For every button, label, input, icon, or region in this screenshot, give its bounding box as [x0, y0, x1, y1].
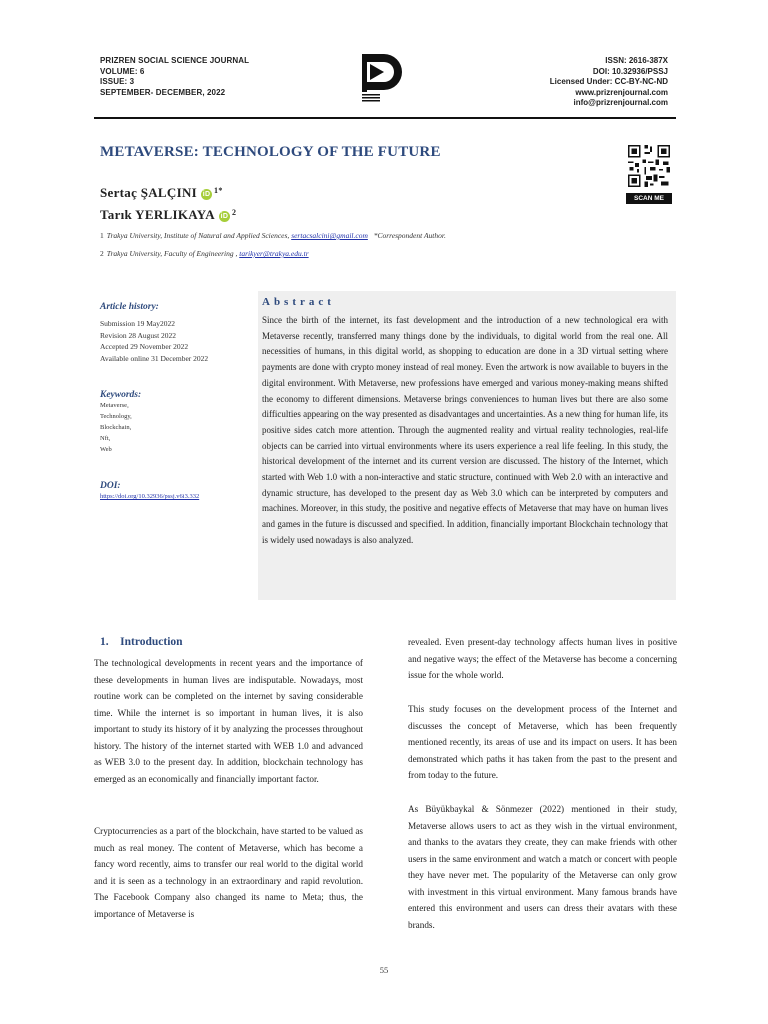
- keyword: Technology,: [100, 413, 132, 420]
- keyword: Web: [100, 446, 112, 453]
- doi-link[interactable]: https://doi.org/10.32936/pssj.v6i3.332: [100, 493, 200, 500]
- qr-scan-label: SCAN ME: [626, 193, 672, 204]
- introduction-heading: 1. Introduction: [100, 636, 183, 648]
- keyword: Blockchain,: [100, 424, 132, 431]
- keywords-block: [100, 390, 250, 455]
- intro-paragraph: As Büyükbaykal & Sönmezer (2022) mentioned in their study, Metaverse allows users to act as they wish in the virtual environment, and thanks to the avatars they create, they can make friends with other users in the same environment and watch a match or concert with people they have never met. The popularity of the Metaverse can only grow with investment in this virtual environment. Many famous brands have entered this environment and users can dress their avatars with these brands.: [408, 804, 677, 930]
- article-history: [100, 302, 250, 364]
- intro-paragraph: Cryptocurrencies as a part of the blockchain, have started to be valued as much as real money. The content of Metaverse, which has become a fancy word recently, aims to transfer our real world to the digital world and it is seen as a technology in an extraordinary and rapid revolution. The Facebook Company also changed its name to Meta; thus, the importance of Metaverse is: [94, 826, 363, 919]
- author-2: [100, 207, 236, 223]
- journal-issn: ISSN: 2616-387X: [605, 56, 668, 65]
- submission-date: Submission 19 May2022: [100, 319, 176, 328]
- orcid-icon[interactable]: iD: [202, 191, 211, 198]
- intro-paragraph: This study focuses on the development process of the Internet and discusses the concept of Metaverse, which has been frequently mentioned recently, its areas of use and its impact on users. It has been demonstrated which paths it has taken from the past to the present and from today to the future.: [408, 704, 677, 780]
- revision-date: Revision 28 August 2022: [100, 330, 177, 340]
- abstract-text: Since the birth of the internet, its fast development and the introduction of a new technological era with Metaverse recently, transferred many things done by the individuals, to digital world from the real one. All necessities of humans, in this digital world, as shopping to education are done in a 3D virtual setting where payments are done with crypto money instead of real money. Even the artwork is now available to buyers in the digital environment. With Metaverse, new professions have emerged and various money-making means shifted the economy to different dimensions. Metaverse brings conveniences to human lives but there are also some difficulties appearing on the way presented as disadvantages and uncertainties. As a new thing for human life, its positive sides catch more attention. Through the augmented reality and virtual reality technologies, real-life objects can be carried into virtual environments where its users experience a real life feeling. In this study, the historical development of the internet and its current version are discussed. The history of the Internet, which started with Web 1.0 with a non-interactive and static structure, continued with Web 2.0 with an interactive and dynamic structure, has developed to the present day as Web 3.0 which can be interpreted by computers and machines. Moreover, in this study, the positive and negative effects of Metaverse that may have on human lives and games in the future is discussed and specified. In addition, financially important Blockchain technology that is widely used nowadays is also analyzed.: [262, 315, 668, 545]
- affiliation-1: 1 Trakya University, Institute of Natural and Applied Sciences, sertacsalcini@gmail.com *Correspondent Author.: [100, 231, 446, 240]
- author-email-link[interactable]: sertacsalcini@gmail.com: [291, 231, 368, 240]
- journal-period: SEPTEMBER- DECEMBER, 2022: [100, 87, 226, 97]
- journal-email[interactable]: info@prizrenjournal.com: [573, 98, 668, 107]
- paper-title: METAVERSE: TECHNOLOGY OF THE FUTURE: [100, 144, 441, 160]
- page-number: 55: [379, 965, 389, 975]
- accepted-date: Accepted 29 November 2022: [100, 342, 189, 351]
- journal-header-left: [100, 56, 249, 98]
- doi-block: [100, 481, 250, 502]
- author-superscript: 2: [231, 208, 237, 217]
- intro-paragraph: revealed. Even present-day technology affects human lives in positive and negative ways; the effect of the Metaverse has become a concerning issue for the whole world.: [408, 637, 677, 680]
- available-date: Available online 31 December 2022: [100, 353, 209, 363]
- article-history-heading: Article history:: [100, 302, 159, 312]
- author-name: Sertaç ŞALÇINI: [100, 185, 198, 200]
- author-1: [100, 185, 223, 201]
- author-email-link[interactable]: tarikyer@trakya.edu.tr: [239, 249, 309, 258]
- journal-logo: [360, 52, 408, 106]
- abstract-heading: Abstract: [262, 296, 335, 308]
- journal-name: PRIZREN SOCIAL SCIENCE JOURNAL: [100, 56, 250, 65]
- orcid-icon[interactable]: iD: [220, 213, 229, 220]
- keyword: Metaverse,: [100, 402, 129, 409]
- doi-heading: DOI:: [100, 481, 121, 491]
- keyword: Nft,: [100, 435, 111, 442]
- author-name: Tarık YERLIKAYA: [100, 207, 215, 222]
- journal-website[interactable]: www.prizrenjournal.com: [575, 87, 668, 97]
- journal-volume: VOLUME: 6: [100, 66, 145, 76]
- journal-doi: DOI: 10.32936/PSSJ: [592, 66, 668, 76]
- intro-paragraph: The technological developments in recent years and the importance of these developments in human lives are indisputable. Nowadays, most routine work can be completed on the internet by saving considerable time. While the internet is so important in human lives, it is also important to study its history of it by analyzing the processes throughout history. The history of the internet started with WEB 1.0 and advanced as WEB 3.0 to the present day. In addition, blockchain technology has emerged as an economically and financially important factor.: [94, 658, 363, 784]
- keywords-heading: Keywords:: [100, 390, 142, 400]
- journal-issue: ISSUE: 3: [100, 77, 135, 86]
- author-superscript: 1*: [214, 186, 223, 195]
- qr-code-icon[interactable]: [626, 143, 672, 189]
- journal-header-right: [550, 56, 668, 109]
- header-rule: [94, 117, 676, 119]
- journal-license: Licensed Under: CC-BY-NC-ND: [549, 77, 668, 86]
- affiliation-2: 2 Trakya University, Faculty of Engineering , tarikyer@trakya.edu.tr: [100, 249, 309, 258]
